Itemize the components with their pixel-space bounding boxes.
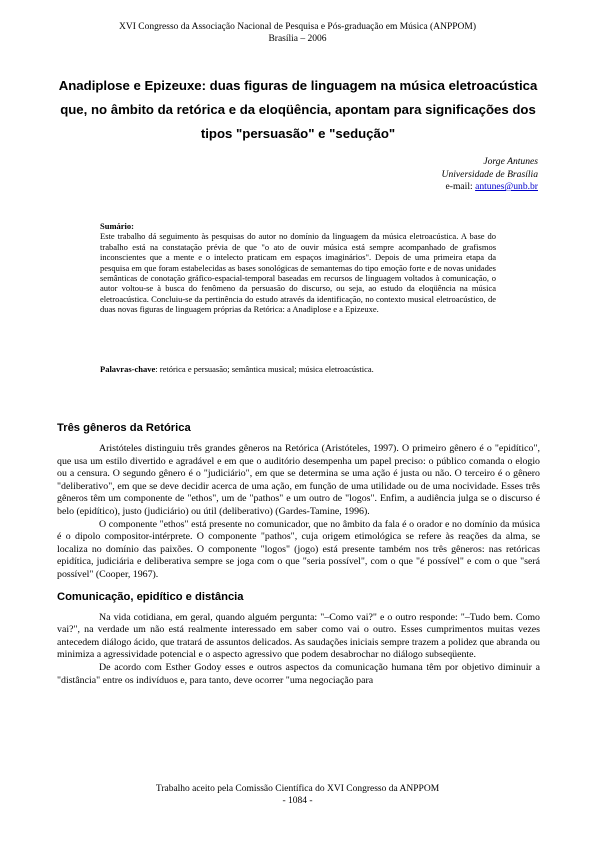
abstract-label: Sumário: <box>100 221 134 231</box>
email-label: e-mail: <box>445 181 473 192</box>
author-affiliation: Universidade de Brasília <box>441 168 538 180</box>
paragraph: De acordo com Esther Godoy esses e outros aspectos da comunicação humana têm por objetivo diminuir a "distância" entre os indivíduos e, para tanto, deve ocorrer "uma negociação para <box>57 661 540 686</box>
header-line-2: Brasília – 2006 <box>268 34 327 44</box>
running-header <box>0 21 595 45</box>
paragraph: Na vida cotidiana, em geral, quando alguém pergunta: "–Como vai?" e o outro responde: "–Tudo bem. Como vai?", na verdade um não está realmente interessado em saber como vai o outro. Esses cumprimentos muitas vezes antecedem diálogo ácido, que tratará de assuntos delicados. As saudações iniciais sempre trazem a polidez que abranda ou minimiza a agressividade potencial e o aspecto agressivo que podem desabrochar no diálogo subseqüente. <box>57 611 540 661</box>
paragraph: O componente "ethos" está presente no comunicador, que no âmbito da fala é o orador e no domínio da música é o dipolo compositor-intérprete. O componente "pathos", cuja origem etimológica se refere às reações da alma, se localiza no domínio das paixões. O componente "logos" (jogo) está presente também nos três gêneros: nas retóricas epidítica, judiciária e deliberativa sempre se joga com o que "seria possível", com o que "é possível" e com o que "será possível" (Cooper, 1967). <box>57 518 540 580</box>
author-name: Jorge Antunes <box>483 156 538 167</box>
keywords <box>100 364 500 374</box>
email-link[interactable]: antunes@unb.br <box>475 181 538 192</box>
paragraph: Aristóteles distinguiu três grandes gêneros na Retórica (Aristóteles, 1997). O primeiro gênero é o "epidítico", que usa um estilo divertido e agradável e em que o auditório desempenha um papel preciso: o público comanda o elogio ou a censura. O segundo gênero é o "judiciário", em que se determina se uma ação é justa ou não. O terceiro é o gênero "deliberativo", em que se deve decidir acerca de uma ação, em função de uma utilidade ou de uma nocividade. Esses três gêneros têm um componente de "ethos", um de "pathos" e um outro de "logos". Enfim, a audiência julga se o discurso é belo (epidítico), justo (judiciário) ou útil (deliberativo) (Gardes-Tamine, 1996). <box>57 443 540 517</box>
paper-title: Anadiplose e Epizeuxe: duas figuras de linguagem na música eletroacústica que, no âmbito da retórica e da eloqüência, apontam para significações dos tipos "persuasão" e "sedução" <box>58 78 538 141</box>
running-footer <box>0 783 595 807</box>
body-text <box>57 421 540 687</box>
section-heading: Três gêneros da Retórica <box>57 422 191 434</box>
keywords-label: Palavras-chave <box>100 364 156 374</box>
author-block <box>442 156 538 194</box>
author-email-line <box>442 181 538 194</box>
abstract <box>100 221 496 315</box>
keywords-text: : retórica e persuasão; semântica musical; música eletroacústica. <box>155 364 374 374</box>
page-number: - 1084 - <box>282 796 313 806</box>
section-heading: Comunicação, epidítico e distância <box>57 590 244 603</box>
abstract-text: Este trabalho dá seguimento às pesquisas do autor no domínio da linguagem da música eletroacústica. A base do trabalho está na constatação prévia de que "o ato de ouvir música está sempre acompanhado de grafismos inconscientes que a mente e o intelecto praticam em espaços imaginários". Depois de uma primeira etapa da pesquisa em que foram estabelecidas as bases sonológicas de semantemas do tipo emoção forte e de novas unidades semânticas de conotação gráfico-espacial-temporal baseadas em recursos de linguagem voltados à comunicação, o autor voltou-se à busca do fenômeno da persuasão do discurso, ou seja, ao estudo da eloqüência na música eletroacústica. Concluiu-se da pertinência do estudo através da identificação, no contexto musical eletroacústico, de duas novas figuras de linguagem próprias da Retórica: a Anadiplose e a Epizeuxe. <box>100 231 496 315</box>
header-line-1: XVI Congresso da Associação Nacional de Pesquisa e Pós-graduação em Música (ANPPOM) <box>119 22 476 32</box>
footer-line-1: Trabalho aceito pela Comissão Científica do XVI Congresso da ANPPOM <box>155 784 440 794</box>
